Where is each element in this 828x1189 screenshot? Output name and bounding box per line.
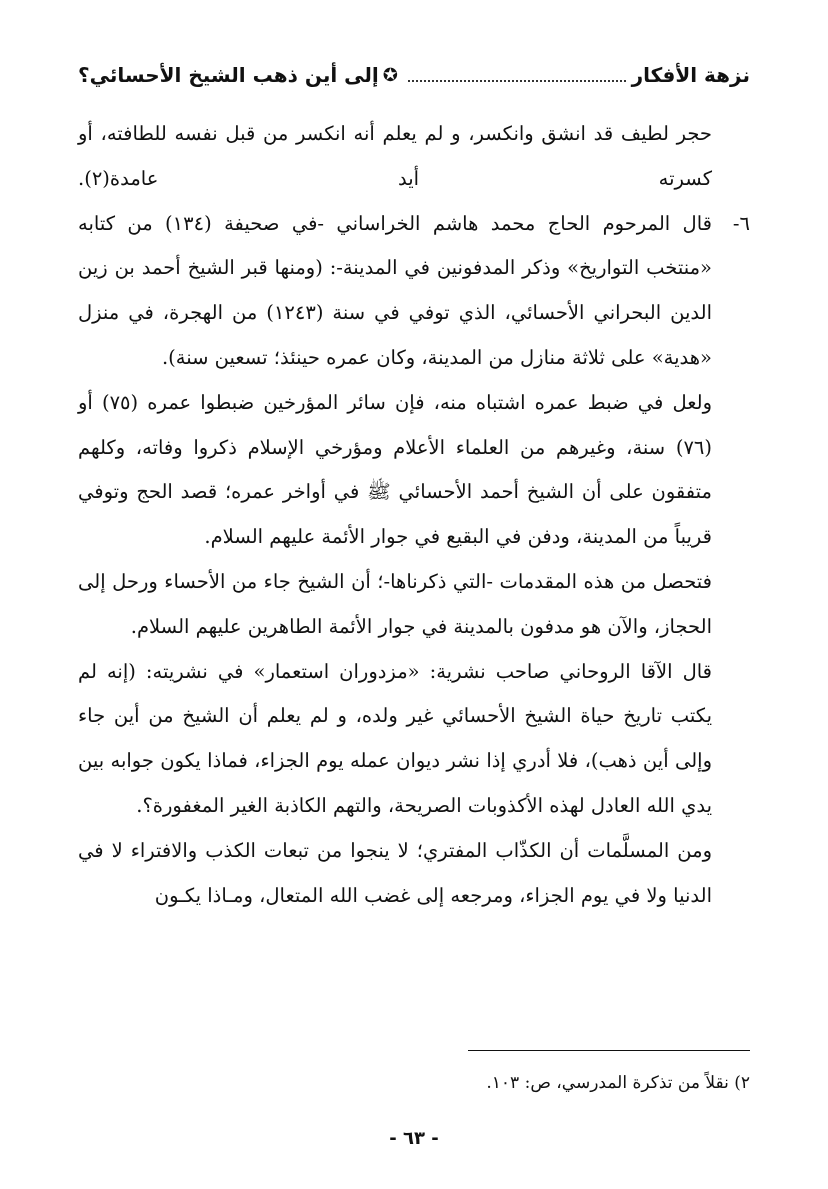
paragraph-quote-khorasani: قال المرحوم الحاج محمد هاشم الخراساني -في صحيفة (١٣٤) من كتابه «منتخب التواريخ» وذكر المدفونين في المدينة-: (ومنها قبر الشيخ أحمد بن زين الدين البحراني الأحسائي، الذي توفي في سنة (١٢٤٣) من الهجرة، في منزل «هدية» على ثلاثة منازل من المدينة، وكان عمره حينئذ؛ تسعين سنة). (78, 211, 712, 369)
star-ornament-icon: ✪ (382, 64, 398, 86)
numbered-item-6 (78, 202, 750, 381)
page-number: - ٦٣ - (389, 1128, 439, 1149)
running-header (78, 58, 750, 92)
paragraph-rouhani-quote: قال الآقا الروحاني صاحب نشرية: «مزدوران استعمار» في نشريته: (إنه لم يكتب تاريخ حياة الشيخ الأحسائي غير ولده، و لم يعلم أن الشيخ من أين جاء وإلى أين ذهب)، فلا أدري إذا نشر ديوان عمله يوم الجزاء، فماذا يكون جوابه بين يدي الله العادل لهذه الأكذوبات الصريحة، والتهم الكاذبة الغير المغفورة؟. (78, 659, 712, 817)
paragraph-liar: ومن المسلَّمات أن الكذّاب المفتري؛ لا ينجوا من تبعات الكذب والافتراء لا في الدنيا ولا في يوم الجزاء، ومرجعه إلى غضب الله المتعال، ومـاذا يكـون (78, 838, 712, 907)
book-title: نزهة الأفكار (631, 63, 750, 87)
footnote: ٢) نقلاً من تذكرة المدرسي، ص: ١٠٣. (486, 1073, 750, 1093)
paragraph-age-discussion: ولعل في ضبط عمره اشتباه منه، فإن سائر المؤرخين ضبطوا عمره (٧٥) أو (٧٦) سنة، وغيرهم من العلماء الأعلام ومؤرخي الإسلام ذكروا وفاته، وكلهم متفقون على أن الشيخ أحمد الأحسائي ﷺ في أواخر عمره؛ قصد الحج وتوفي قريباً من المدينة، ودفن في البقيع في جوار الأئمة عليهم السلام. (78, 390, 712, 549)
footnote-divider (468, 1050, 750, 1051)
chapter-title: إلى أين ذهب الشيخ الأحسائي؟ (78, 63, 379, 87)
paragraph-conclusion: فتحصل من هذه المقدمات -التي ذكرناها-؛ أن الشيخ جاء من الأحساء ورحل إلى الحجاز، والآن هو مدفون بالمدينة في جوار الأئمة الطاهرين عليهم السلام. (78, 569, 712, 638)
item-number: ٦- (732, 211, 750, 235)
header-dot-leader (408, 80, 626, 82)
main-text (78, 112, 750, 918)
paragraph-continuation: حجر لطيف قد انشق وانكسر، و لم يعلم أنه انكسر من قبل نفسه للطافته، أو كسرته أيد عامدة(٢). (78, 122, 712, 190)
